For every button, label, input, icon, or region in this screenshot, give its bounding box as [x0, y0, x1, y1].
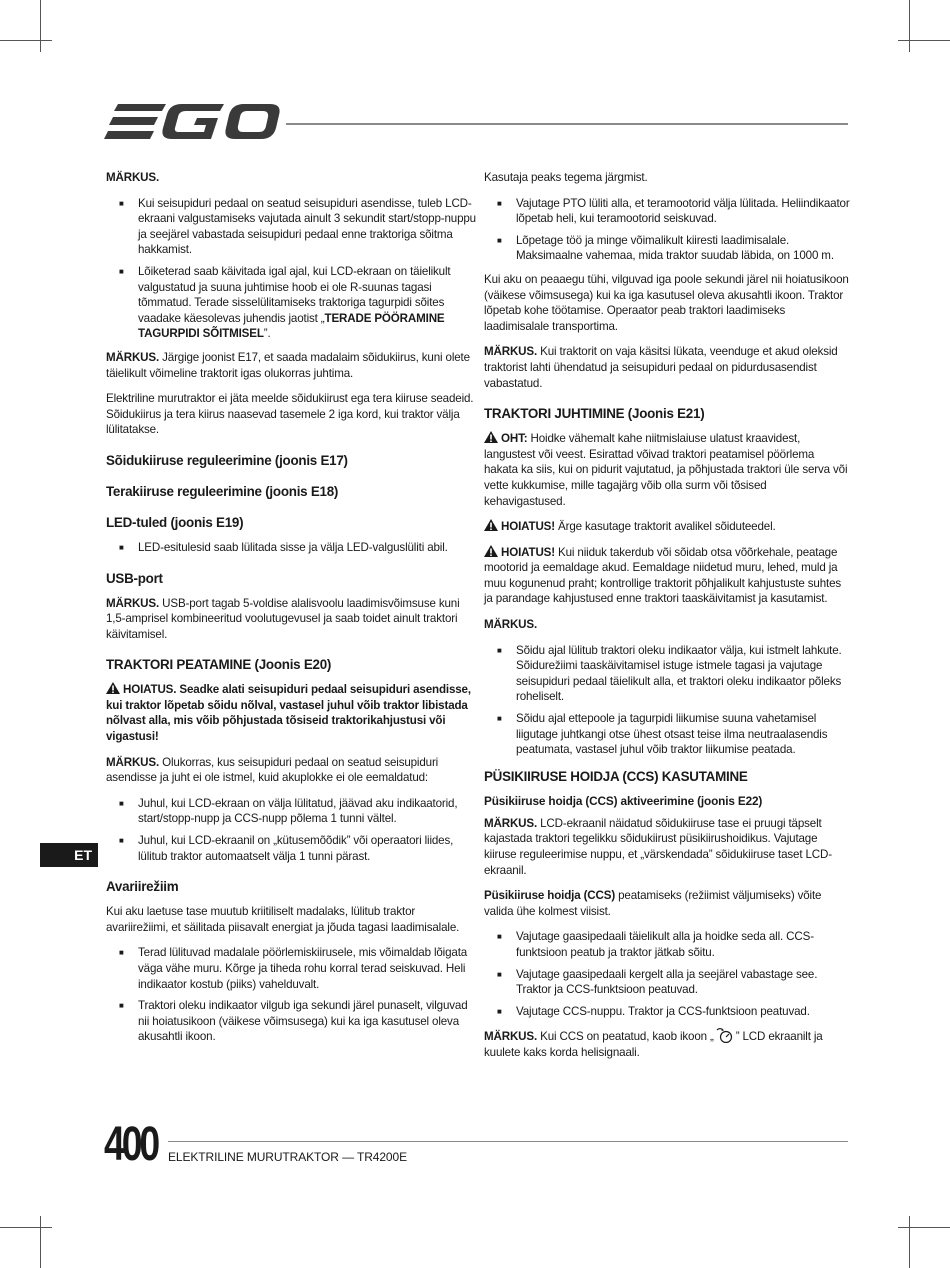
list-item: ■ Vajutage CCS-nuppu. Traktor ja CCS-funktsioon peatuvad.	[484, 1004, 850, 1020]
note-label: MÄRKUS.	[484, 1030, 538, 1044]
crop-mark	[0, 1227, 52, 1228]
paragraph: Kui aku on peaaegu tühi, vilguvad iga poole sekundi järel nii hoiatusikoon (väikese võimsusega) kui ka iga kasutusel oleva akusahtli ikoon. Traktor lõpetab kohe töötamise. Operaator peab traktori laadimiseks laadimisalale transportima.	[484, 272, 849, 333]
note-label: MÄRKUS.	[484, 816, 538, 830]
section-heading-led: LED-tuled (joonis E19)	[106, 514, 244, 530]
warning-icon	[484, 519, 498, 531]
section-heading-drive: TRAKTORI JUHTIMINE (Joonis E21)	[484, 406, 705, 422]
list-item: ■ Traktori oleku indikaator vilgub iga sekundi järel punaselt, vilguvad nii hoiatusikoon (väikese võimsusega) kui ka iga kasutusel oleva akusahtli ikoon.	[106, 998, 476, 1045]
header-rule	[286, 123, 848, 125]
section-reference: TERADE PÖÖRAMINE TAGURPIDI SÕITMISEL	[138, 311, 445, 341]
list-item: ■ LED-esitulesid saab lülitada sisse ja välja LED-valguslüliti abil.	[106, 540, 476, 556]
warning-label: HOIATUS!	[501, 520, 555, 534]
list-item: ■ Vajutage PTO lüliti alla, et teramootorid välja lülitada. Heliindikaator lõpetab heli, kui teramootorid seiskuvad.	[484, 196, 850, 227]
note-title: MÄRKUS.	[106, 171, 160, 184]
crop-mark	[40, 1216, 41, 1268]
list-item: ■ Vajutage gaasipedaali täielikult alla ja hoidke seda all. CCS-funktsioon peatub ja traktor jätkab sõitu.	[484, 929, 850, 960]
crop-mark	[898, 40, 950, 41]
note-label: MÄRKUS.	[484, 345, 538, 359]
list-item: ■ Terad lülituvad madalale pöörlemiskiirusele, mis võimaldab lõigata väga vähe muru. Kõrge ja tiheda rohu korral terad seiskuvad. Heli indikaator kostub (piiks) vahelduvalt.	[106, 945, 476, 992]
note-paragraph	[484, 344, 850, 391]
ego-logo	[104, 100, 280, 149]
note-title: MÄRKUS.	[484, 618, 538, 632]
warning-text: HOIATUS. Seadke alati seisupiduri pedaal seisupiduri asendisse, kui traktor lõpetab sõidu nõlval, vastasel juhul võib traktor libistada nõlvast alla, mis võib põhjustada tõsiseid traktorikahjustusi või vigastusi!	[106, 683, 471, 744]
paragraph: Elektriline murutraktor ei jäta meelde sõidukiirust ega tera kiiruse seadeid. Sõidukiirus ja tera kiirus naasevad tasemele 2 iga kord, kui traktor välja lülitatakse.	[106, 392, 474, 437]
warning-paragraph	[484, 519, 850, 535]
danger-text: Hoidke vähemalt kahe niitmislaiuse ulatust kraavidest, langustest või veest. Esirattad võivad traktori peatamisel pöörlema hakata ka siis, kui on pidurit vajutatud, ja põhjustada traktori üle serva või vette kukkumise, mille tagajärg võib olla surm või tõsised kehavigastused.	[484, 432, 848, 508]
warning-icon	[484, 431, 498, 443]
note-paragraph	[106, 350, 476, 381]
note-label: MÄRKUS.	[106, 350, 160, 364]
paragraph: Kasutaja peaks tegema järgmist.	[484, 171, 648, 184]
crop-mark	[0, 40, 52, 41]
danger-paragraph	[484, 431, 850, 509]
warning-text: Kui niiduk takerdub või sõidab otsa võõrkehale, peatage mootorid ja eemaldage akud. Eemaldage niidetud muru, lehed, muld ja muu kogunenud praht; kontrollige traktorit põhjalikult kahjustuste suhtes ja parandage kahjustused enne traktori taaskäivitamist ja kasutamist.	[484, 545, 842, 606]
drive-list	[484, 643, 850, 758]
section-heading-blade: Terakiiruse reguleerimine (joonis E18)	[106, 483, 339, 499]
warning-paragraph	[484, 545, 850, 607]
emergency-list	[106, 945, 476, 1045]
ccs-text: peatamiseks (režiimist väljumiseks) võite valida ühe kolmest viisist.	[484, 889, 822, 918]
note-label: MÄRKUS.	[106, 755, 160, 769]
cruise-control-icon	[714, 1027, 736, 1043]
danger-label: OHT:	[501, 432, 528, 446]
footer-title: ELEKTRILINE MURUTRAKTOR — TR4200E	[168, 1150, 407, 1164]
section-heading-ccs: PÜSIKIIRUSE HOIDJA (CCS) KASUTAMINE	[484, 768, 748, 784]
note-paragraph	[484, 1027, 850, 1060]
warning-icon	[106, 682, 120, 694]
list-item-text: ”.	[263, 327, 271, 341]
intro-list	[484, 196, 850, 264]
note-text: USB-port tagab 5-voldise alalisvoolu laadimisvõimsuse kuni 1,5-amprisel kombineeritud voolutugevusel ja saab toidet ainult traktori käivitamisel.	[106, 596, 460, 641]
list-item: ■ Lõpetage töö ja minge võimalikult kiiresti laadimisalale. Maksimaalne vahemaa, mida traktor suudab läbida, on 1000 m.	[484, 233, 850, 264]
section-heading-emergency: Avariirežiim	[106, 879, 179, 895]
note-text: Olukorras, kus seisupiduri pedaal on seatud seisupiduri asendisse ja juht ei ole istmel, kuid akuplokke ei ole eemaldatud:	[106, 755, 439, 785]
led-list	[106, 540, 476, 556]
warning-label: HOIATUS!	[501, 545, 555, 559]
note-list	[106, 196, 476, 342]
section-heading-speed: Sõidukiiruse reguleerimine (joonis E17)	[106, 452, 348, 468]
note-text: ” LCD ekraanilt ja kuulete kaks korda helisignaali.	[484, 1030, 823, 1059]
warning-icon	[484, 545, 498, 557]
warning-paragraph	[106, 682, 476, 744]
list-item-text: Lõiketerad saab käivitada igal ajal, kui LCD-ekraan on täielikult valgustatud ja suuna juhtimise hoob ei ole R-suunas tagasi tõmmatud. Terade sisselülitamiseks traktoriga tagurpidi sõites vaadake käesolevas juhendis jaotist „	[138, 264, 451, 325]
crop-mark	[40, 0, 41, 52]
paragraph	[484, 888, 850, 919]
warning-text: Ärge kasutage traktorit avalikel sõiduteedel.	[554, 520, 776, 534]
note-paragraph	[484, 816, 850, 878]
crop-mark	[909, 0, 910, 52]
paragraph: Kui aku laetuse tase muutub kriitiliselt madalaks, lülitub traktor avariirežiimi, et säilitada piisavalt energiat ja jõuda tagasi laadimisalale.	[106, 905, 460, 934]
note-text: Kui CCS on peatatud, kaob ikoon „	[537, 1030, 714, 1044]
page-number: 400	[104, 1118, 158, 1171]
note-label: MÄRKUS.	[106, 596, 160, 610]
note-text: LCD-ekraanil näidatud sõidukiiruse tase ei pruugi täpselt kajastada traktori tegelikku sõidukiirust püsikiirushoidikus. Vajutage kiiruse reguleerimise nuppu, et „värskendada” sõidukiiruse taset LCD-ekraanil.	[484, 816, 832, 877]
stop-list	[106, 796, 476, 864]
ego-logo-icon	[104, 100, 280, 144]
note-paragraph	[106, 755, 476, 786]
crop-mark	[898, 1227, 950, 1228]
list-item: ■ Juhul, kui LCD-ekraan on välja lülitatud, jäävad aku indikaatorid, start/stopp-nupp ja CCS-nupp põlema 1 tunni vältel.	[106, 796, 476, 827]
note-text: Kui traktorit on vaja käsitsi lükata, veenduge et akud oleksid traktorist lahti ühendatud ja seisupiduri pedaal on pidurdusasendist vabastatud.	[484, 345, 838, 390]
note-text: Järgige joonist E17, et saada madalaim sõidukiirus, kuni olete täielikult võimeline traktorit igas olukorras juhtima.	[106, 350, 470, 380]
list-item	[106, 264, 476, 342]
left-column	[106, 170, 476, 1053]
subheading-ccs-activate: Püsikiiruse hoidja (CCS) aktiveerimine (joonis E22)	[484, 793, 763, 808]
list-item: ■ Vajutage gaasipedaali kergelt alla ja seejärel vabastage see. Traktor ja CCS-funktsioon peatuvad.	[484, 967, 850, 998]
right-column	[484, 170, 850, 1071]
note-paragraph	[106, 596, 476, 643]
list-item: ■ Sõidu ajal lülitub traktori oleku indikaator välja, kui istmelt lahkute. Sõidurežiimi taaskäivitamisel istuge istmele tagasi ja vajutage seisupiduri pedaal täielikult alla, et traktori oleku indikaator põleks roheliselt.	[484, 643, 850, 705]
ccs-label: Püsikiiruse hoidja (CCS)	[484, 889, 616, 903]
crop-mark	[909, 1216, 910, 1268]
footer-rule	[168, 1141, 848, 1142]
section-heading-usb: USB-port	[106, 570, 163, 586]
list-item: ■ Kui seisupiduri pedaal on seatud seisupiduri asendisse, tuleb LCD-ekraani valgustamiseks vajutada ainult 3 sekundit start/stopp-nuppu ja seejärel vabastada seisupiduri pedaal enne traktoriga sõitma hakkamist.	[106, 196, 476, 258]
language-tab: ET	[40, 843, 98, 867]
ccs-list	[484, 929, 850, 1019]
section-heading-stop: TRAKTORI PEATAMINE (Joonis E20)	[106, 657, 332, 673]
list-item: ■ Juhul, kui LCD-ekraanil on „kütusemõõdik” või operaatori liides, lülitub traktor automaatselt välja 1 tunni pärast.	[106, 833, 476, 864]
list-item: ■ Sõidu ajal ettepoole ja tagurpidi liikumise suuna vahetamisel liigutage juhtkangi otse ühest otsast teise ilma neutraalasendis peatumata, vastasel juhul võib traktor liikumise peatada.	[484, 711, 850, 758]
